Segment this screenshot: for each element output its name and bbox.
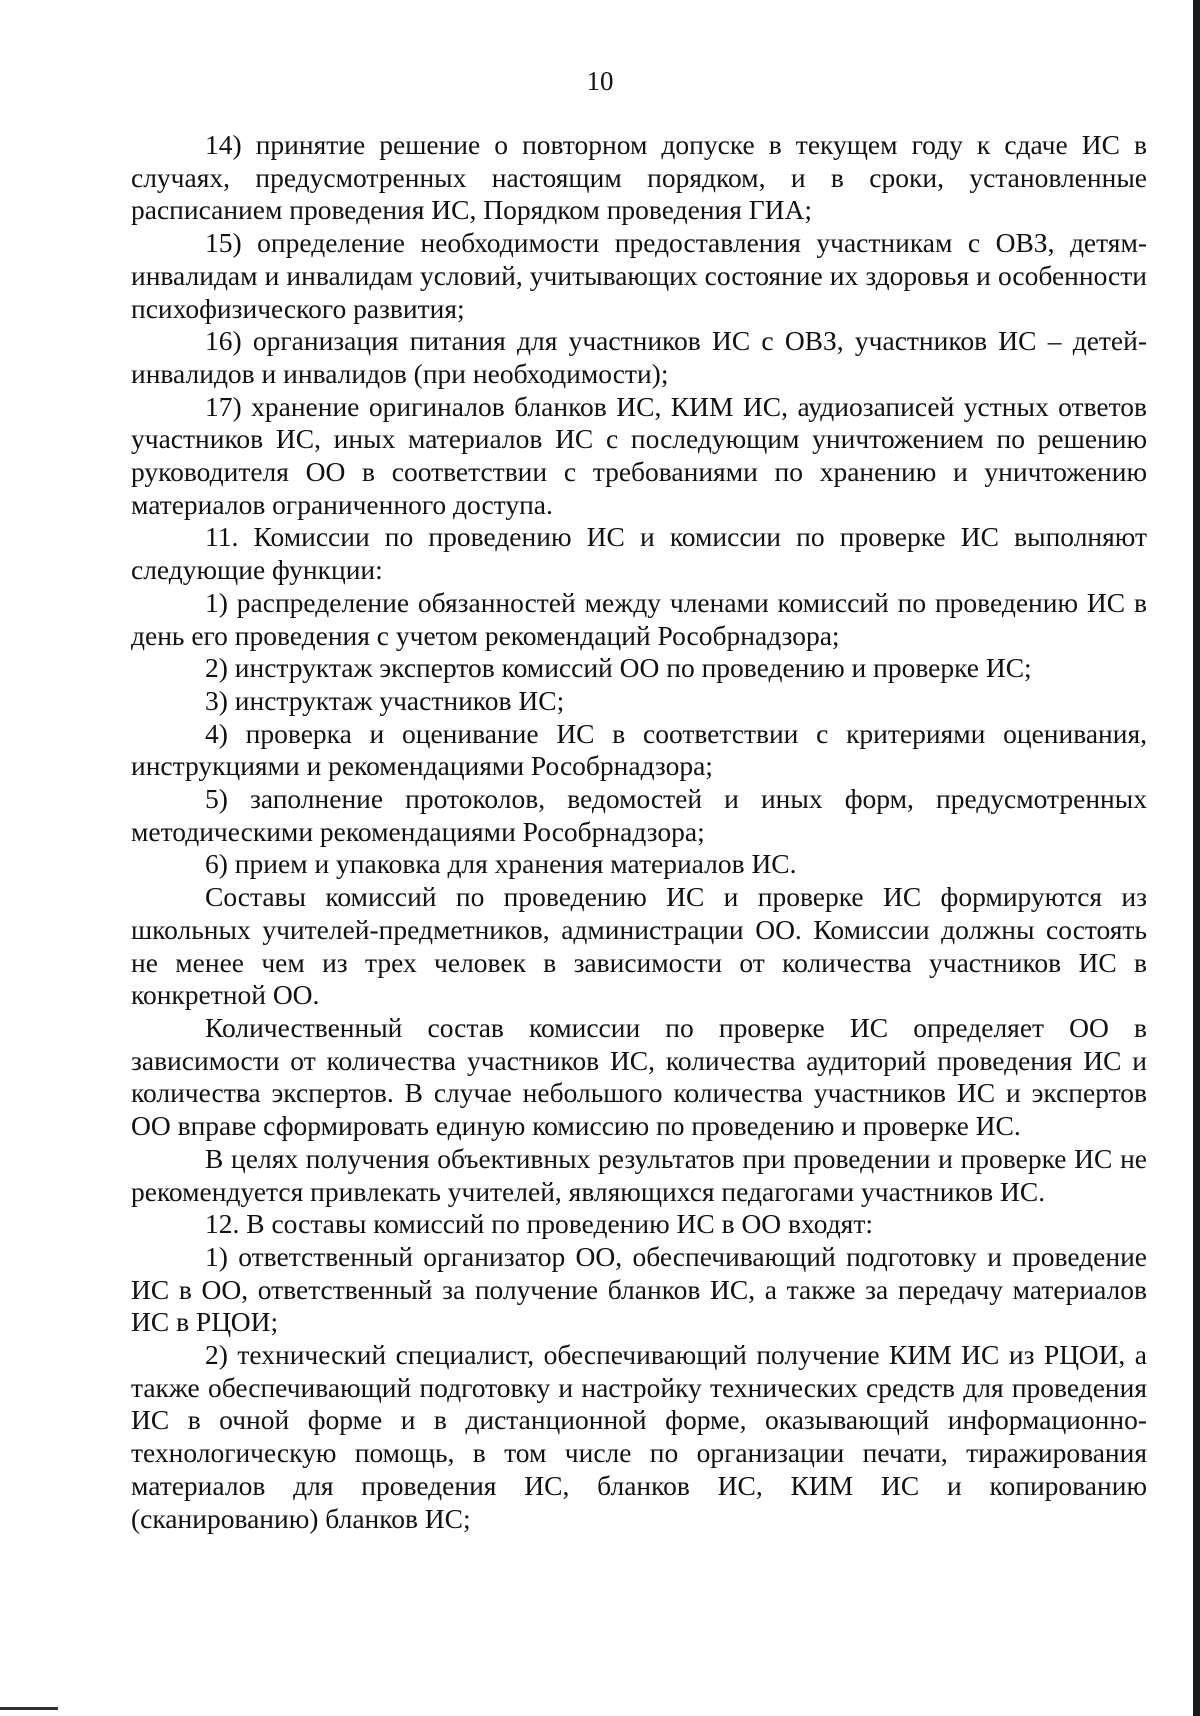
scan-edge-line <box>1193 0 1200 1716</box>
paragraph-member-2: 2) технический специалист, обеспечивающий получение КИМ ИС из РЦОИ, а также обеспечивающий подготовку и настройку технических средств для проведения ИС в очной форме и в дистанционной форме, оказывающий информационно-технологическую помощь, в том числе по организации печати, тиражирования материалов для проведения ИС, бланков ИС, КИМ ИС и копированию (сканированию) бланков ИС; <box>131 1339 1147 1534</box>
scan-corner-mark <box>0 1707 58 1710</box>
paragraph-commission-composition: Составы комиссий по проведению ИС и проверке ИС формируются из школьных учителей-предметников, администрации ОО. Комиссии должны состоять не менее чем из трех человек в зависимости от количества участников ИС в конкретной ОО. <box>131 881 1147 1011</box>
paragraph-item-15: 15) определение необходимости предоставления участникам с ОВЗ, детям-инвалидам и инвалидам условий, учитывающих состояние их здоровья и особенности психофизического развития; <box>131 227 1147 324</box>
paragraph-item-17: 17) хранение оригиналов бланков ИС, КИМ ИС, аудиозаписей устных ответов участников ИС, иных материалов ИС с последующим уничтожением по решению руководителя ОО в соответствии с требованиями по хранению и уничтожению материалов ограниченного доступа. <box>131 390 1147 520</box>
paragraph-section-11: 11. Комиссии по проведению ИС и комиссии по проверке ИС выполняют следующие функции: <box>131 521 1147 586</box>
paragraph-function-2: 2) инструктаж экспертов комиссий ОО по проведению и проверке ИС; <box>205 652 1032 684</box>
page-number: 10 <box>586 66 614 96</box>
paragraph-quantitative-composition: Количественный состав комиссии по проверке ИС определяет ОО в зависимости от количества участников ИС, количества аудиторий проведения ИС и количества экспертов. В случае небольшого количества участников ИС и экспертов ОО вправе сформировать единую комиссию по проведению и проверке ИС. <box>131 1011 1147 1142</box>
paragraph-objective-results: В целях получения объективных результатов при проведении и проверке ИС не рекомендуется привлекать учителей, являющихся педагогами участников ИС. <box>131 1142 1147 1207</box>
paragraph-function-4: 4) проверка и оценивание ИС в соответствии с критериями оценивания, инструкциями и рекомендациями Рособрнадзора; <box>131 717 1147 782</box>
paragraph-item-14: 14) принятие решение о повторном допуске в текущем году к сдаче ИС в случаях, предусмотренных настоящим порядком, и в сроки, установленные расписанием проведения ИС, Порядком проведения ГИА; <box>131 129 1147 226</box>
paragraph-member-1: 1) ответственный организатор ОО, обеспечивающий подготовку и проведение ИС в ОО, ответственный за получение бланков ИС, а также за передачу материалов ИС в РЦОИ; <box>131 1240 1147 1338</box>
paragraph-section-12: 12. В составы комиссий по проведению ИС в ОО входят: <box>205 1208 873 1240</box>
paragraph-function-3: 3) инструктаж участников ИС; <box>205 684 565 716</box>
paragraph-function-1: 1) распределение обязанностей между членами комиссий по проведению ИС в день его проведения с учетом рекомендаций Рособрнадзора; <box>131 586 1147 651</box>
document-body <box>131 129 1147 1535</box>
paragraph-function-6: 6) прием и упаковка для хранения материалов ИС. <box>205 848 797 880</box>
paragraph-item-16: 16) организация питания для участников ИС с ОВЗ, участников ИС – детей-инвалидов и инвалидов (при необходимости); <box>131 325 1147 389</box>
paragraph-function-5: 5) заполнение протоколов, ведомостей и иных форм, предусмотренных методическими рекомендациями Рособрнадзора; <box>131 783 1147 847</box>
